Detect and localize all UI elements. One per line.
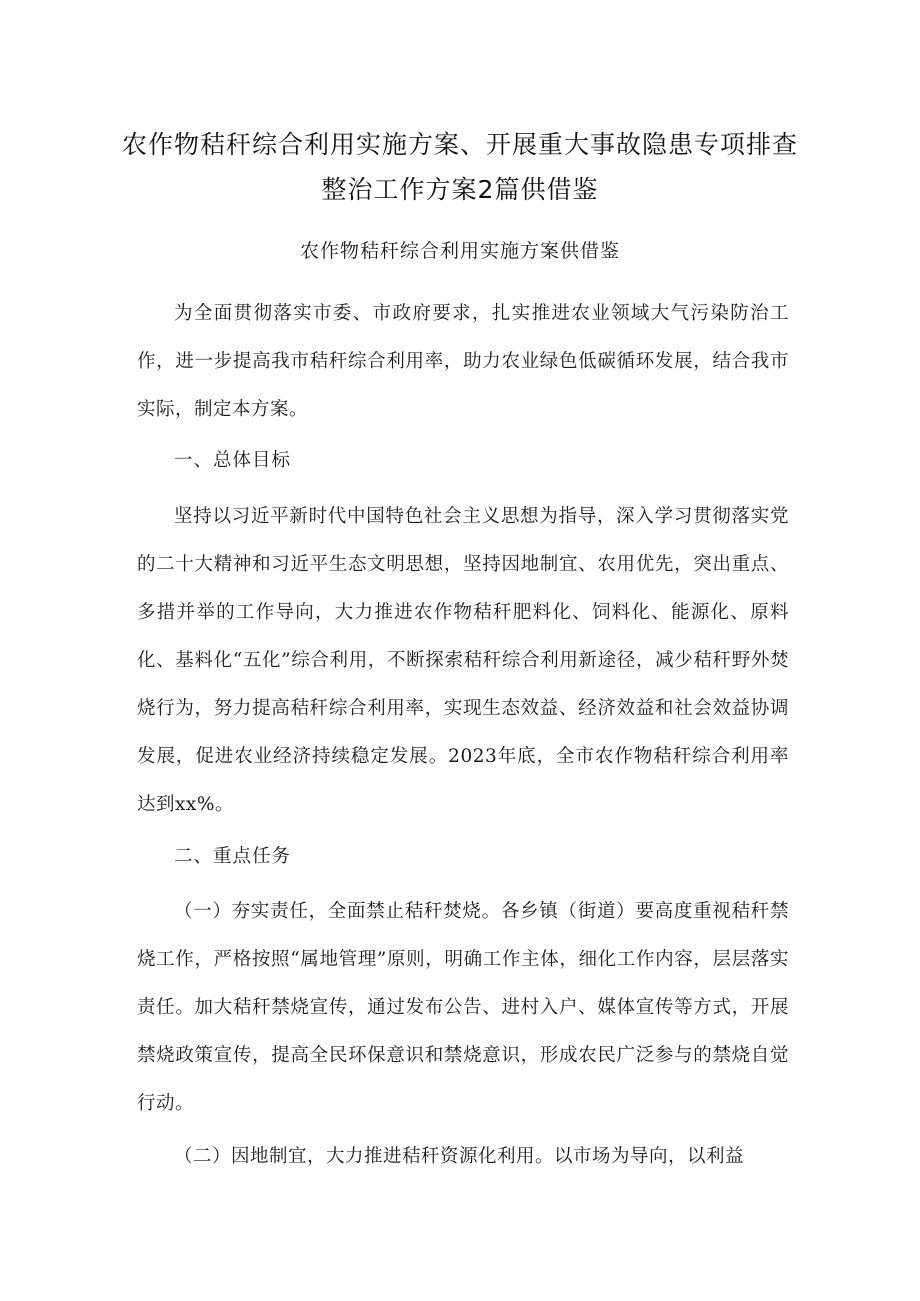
overall-goal-paragraph: 坚持以习近平新时代中国特色社会主义思想为指导，深入学习贯彻落实党的二十大精神和习近平生态文明思想，坚持因地制宜、农用优先，突出重点、多措并举的工作导向，大力推进农作物秸秆肥料化、饲料化、能源化、原料化、基料化“五化”综合利用，不断探索秸秆综合利用新途径，减少秸秆野外焚烧行为，努力提高秸秆综合利用率，实现生态效益、经济效益和社会效益协调发展，促进农业经济持续稳定发展。2023年底，全市农作物秸秆综合利用率达到xx%。: [137, 506, 789, 815]
task-2-paragraph: （二）因地制宜，大力推进秸秆资源化利用。以市场为导向，以利益: [174, 1146, 745, 1167]
section-heading-overall-goal: 一、总体目标: [174, 450, 292, 471]
document-title: 农作物秸秆综合利用实施方案、开展重大事故隐患专项排查整治工作方案2篇供借鉴: [121, 130, 798, 204]
task-1-paragraph: （一）夯实责任，全面禁止秸秆焚烧。各乡镇（街道）要高度重视秸秆禁烧工作，严格按照“属地管理”原则，明确工作主体，细化工作内容，层层落实责任。加大秸秆禁烧宣传，通过发布公告、进村入户、媒体宣传等方式，开展禁烧政策宣传，提高全民环保意识和禁烧意识，形成农民广泛参与的禁烧自觉行动。: [137, 901, 789, 1114]
section-heading-key-tasks: 二、重点任务: [174, 846, 292, 867]
document-subtitle: 农作物秸秆综合利用实施方案供借鉴: [299, 240, 620, 262]
intro-paragraph: 为全面贯彻落实市委、市政府要求，扎实推进农业领域大气污染防治工作，进一步提高我市秸秆综合利用率，助力农业绿色低碳循环发展，结合我市实际，制定本方案。: [137, 303, 789, 420]
